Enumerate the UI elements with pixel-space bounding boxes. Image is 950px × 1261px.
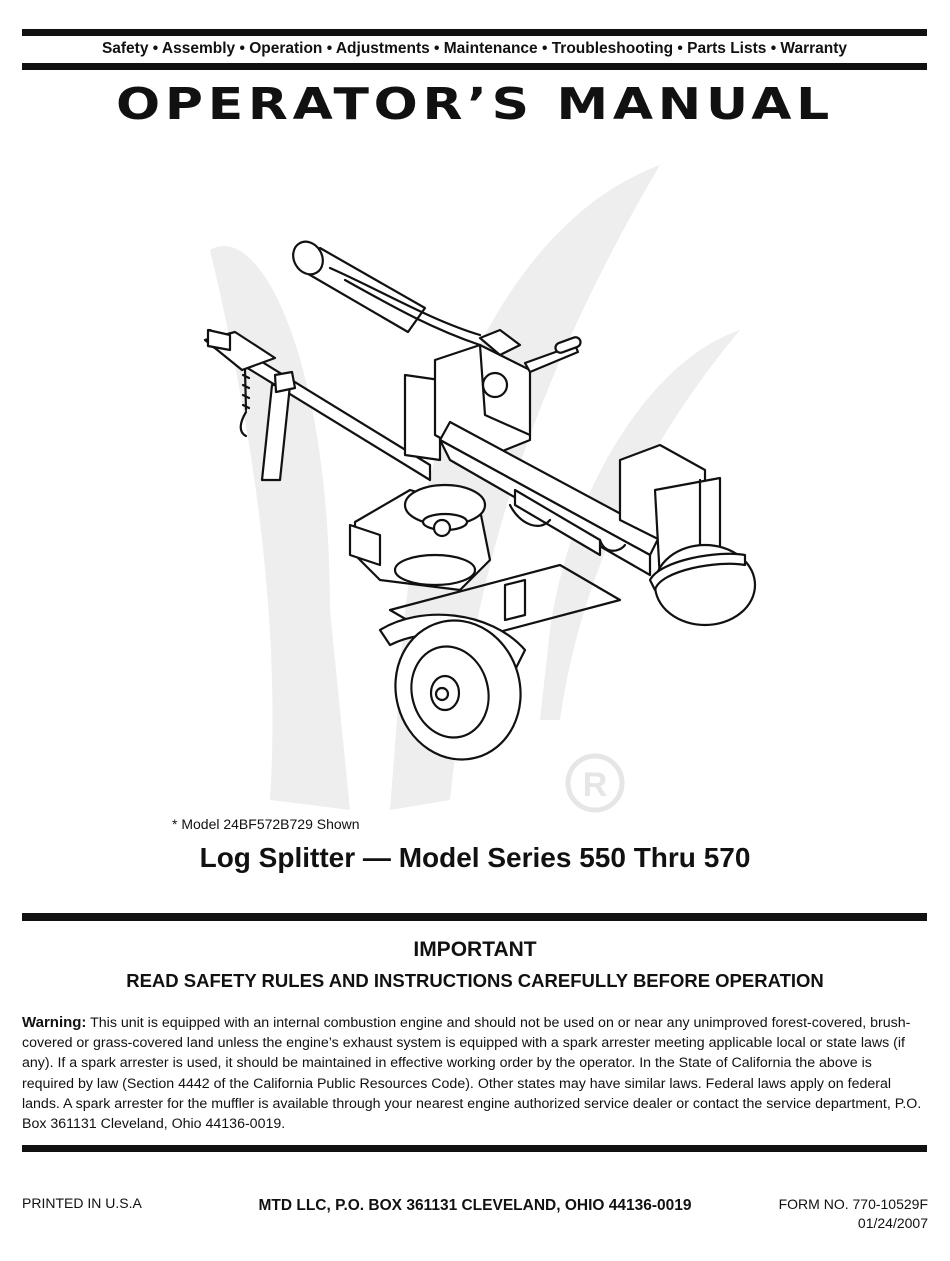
warning-label: Warning: [22,1014,87,1031]
log-splitter-illustration [180,160,780,820]
svg-text:R: R [582,766,608,804]
form-info [779,1195,928,1233]
model-caption: * Model 24BF572B729 Shown [172,816,360,832]
registered-mark-icon [568,756,622,810]
form-number: FORM NO. 770-10529F [778,1196,928,1212]
manual-title: OPERATOR’S MANUAL [116,79,834,130]
important-heading: IMPORTANT [413,938,537,961]
section-nav: Safety • Assembly • Operation • Adjustments • Maintenance • Troubleshooting • Parts Lists • Warranty [101,40,848,57]
footer-rule [22,1145,927,1152]
section-divider [22,913,927,921]
product-subtitle: Log Splitter — Model Series 550 Thru 570 [199,842,751,873]
printed-in-label: PRINTED IN U.S.A [22,1195,142,1211]
warning-text: This unit is equipped with an internal combustion engine and should not be used on or near any unimproved forest-covered, brush-covered or grass-covered land unless the engine’s exhaust system is equipped with a spark arrester meeting applicable local or state laws (if any). If a spark arrester is used, it should be maintained in effective working order by the operator. In the State of California the above is required by law (Section 4442 of the California Public Resources Code). Other states may have similar laws. Federal laws apply on federal lands. A spark arrester for the muffler is available through your nearest engine authorized service dealer or contact the service department, P.O. Box 361131 Cleveland, Ohio 44136-0019. [22,1015,922,1133]
warning-paragraph [22,1013,927,1134]
nav-rule [22,63,927,70]
form-date: 01/24/2007 [857,1215,928,1231]
top-rule [22,29,927,36]
safety-subheading: READ SAFETY RULES AND INSTRUCTIONS CAREFULLY BEFORE OPERATION [126,970,824,991]
company-address: MTD LLC, P.O. BOX 361131 CLEVELAND, OHIO 44136-0019 [258,1197,692,1214]
